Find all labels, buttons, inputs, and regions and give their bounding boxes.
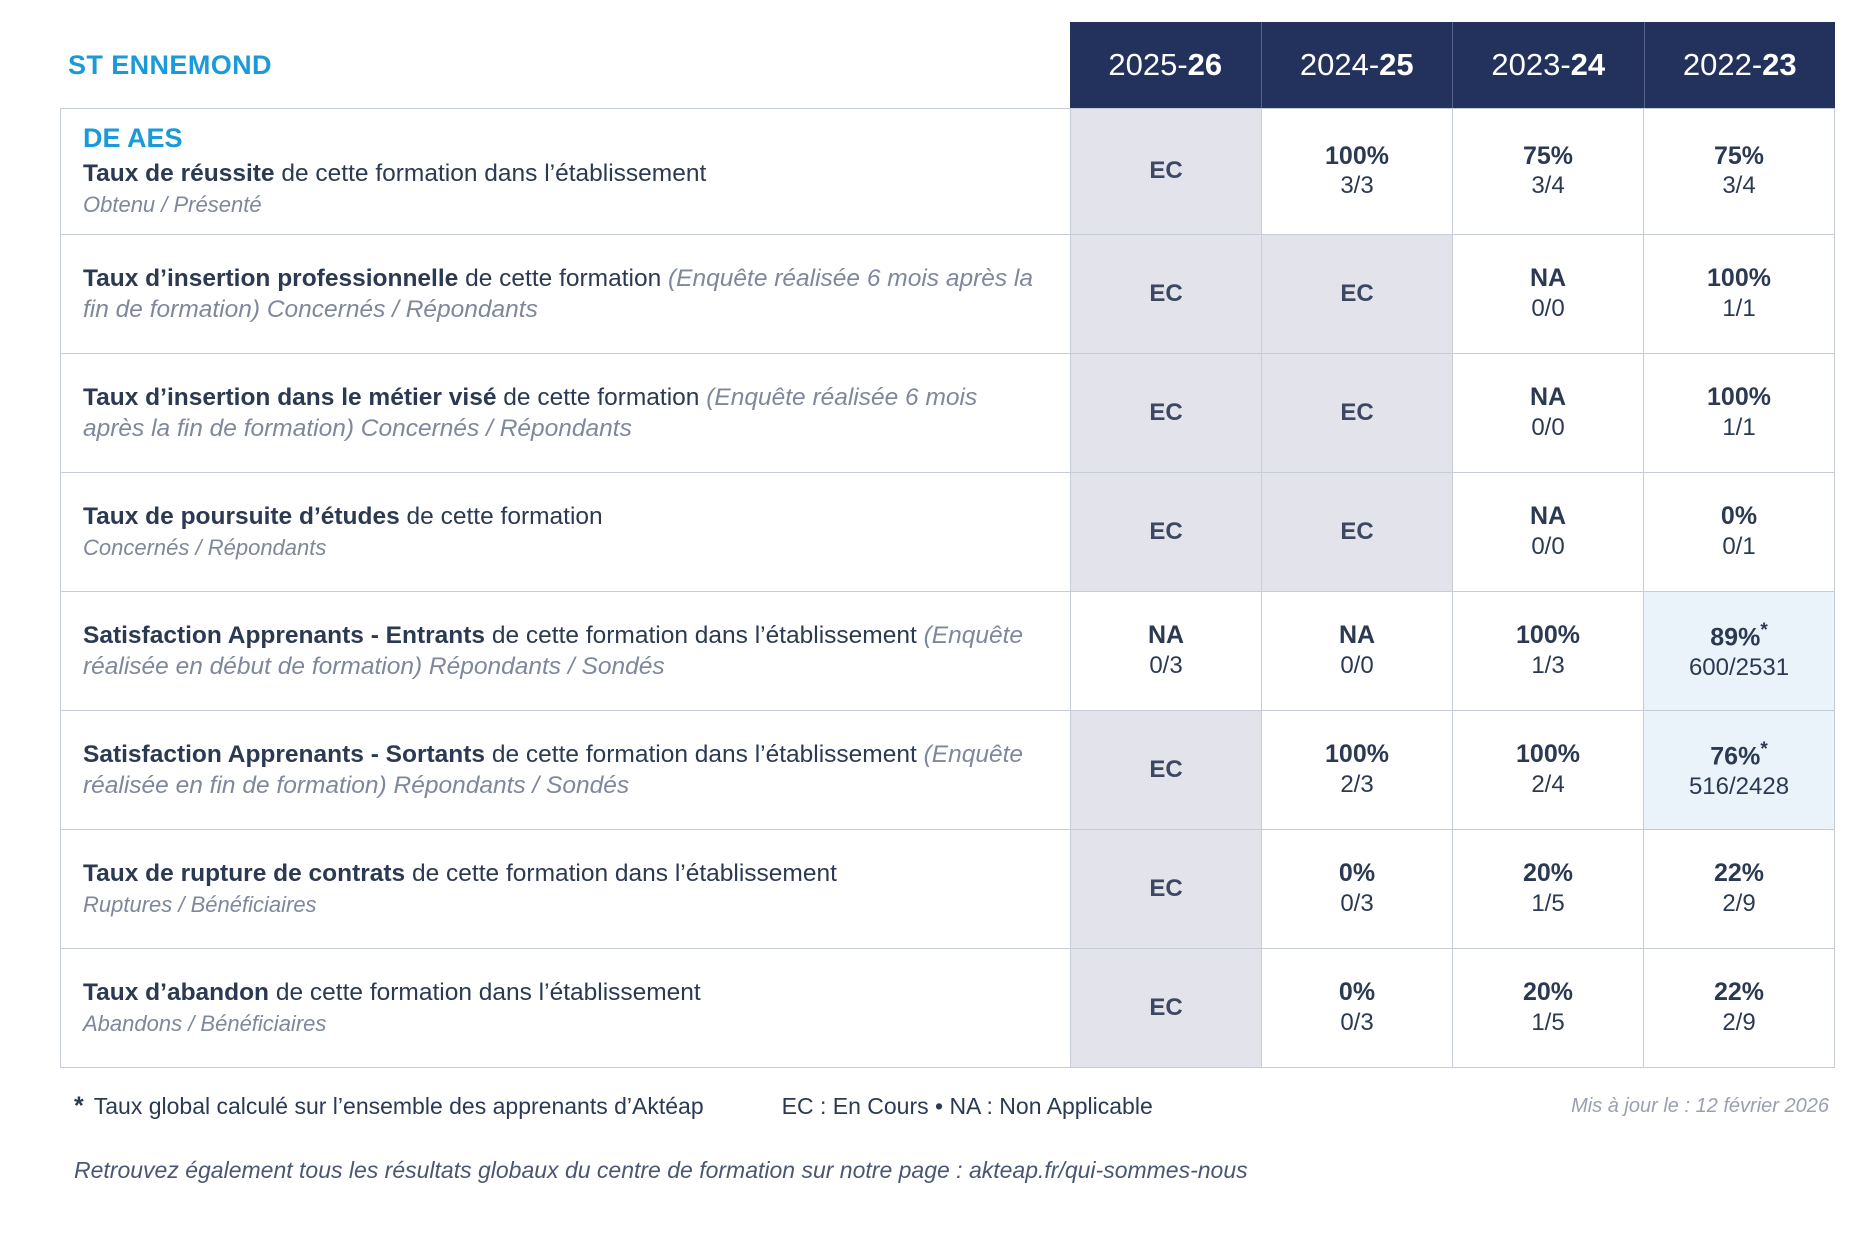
value-number: 76% xyxy=(1710,741,1761,770)
value-main: 0% xyxy=(1720,502,1758,531)
row-label-rest: de cette formation xyxy=(399,502,603,530)
value-cell-2025-26 xyxy=(1071,354,1262,472)
table-row xyxy=(61,948,1834,1067)
table-row xyxy=(61,829,1834,948)
row-label-bold: Taux de rupture de contrats xyxy=(83,859,406,887)
value-main: EC xyxy=(1149,874,1183,902)
value-main: EC xyxy=(1149,279,1183,307)
row-label-rest: de cette formation xyxy=(458,264,669,292)
value-sub: 0/0 xyxy=(1531,413,1565,441)
row-label-cell xyxy=(61,592,1071,710)
table-row xyxy=(61,472,1834,591)
formation-name: DE AES xyxy=(83,123,183,153)
value-number: 89% xyxy=(1710,622,1761,651)
value-sub: 0/3 xyxy=(1340,1008,1374,1036)
value-main: EC xyxy=(1149,398,1183,426)
value-main: EC xyxy=(1149,755,1183,783)
year-suffix: 24 xyxy=(1570,47,1606,82)
value-cell-2023-24 xyxy=(1453,235,1644,353)
value-main: NA xyxy=(1529,383,1567,412)
value-main xyxy=(1710,739,1767,771)
value-cell-2022-23 xyxy=(1644,592,1834,710)
value-sub: 0/0 xyxy=(1531,532,1565,560)
global-rate-asterisk: * xyxy=(1760,738,1768,760)
value-sub: 1/3 xyxy=(1531,651,1565,679)
year-header-2022-23 xyxy=(1645,22,1836,108)
value-main: NA xyxy=(1529,502,1567,531)
row-label-cell xyxy=(61,949,1071,1067)
year-suffix: 25 xyxy=(1379,47,1414,82)
row-label-sub: Concernés / Répondants xyxy=(83,535,327,561)
value-cell-2023-24 xyxy=(1453,473,1644,591)
row-label xyxy=(83,158,1044,189)
value-sub: 3/4 xyxy=(1722,172,1756,200)
value-cell-2025-26 xyxy=(1071,949,1262,1067)
value-main: 75% xyxy=(1522,141,1574,170)
value-main: 100% xyxy=(1325,141,1389,170)
value-main: 20% xyxy=(1522,859,1574,888)
row-label-detail: (Enquête réalisée en début de formation) Répondants / Sondés xyxy=(83,621,1023,680)
value-cell-2025-26 xyxy=(1071,473,1262,591)
value-sub: 2/3 xyxy=(1340,770,1374,798)
value-cell-2024-25 xyxy=(1262,354,1453,472)
row-label-rest: de cette formation dans l’établissement xyxy=(485,740,924,768)
row-label-cell xyxy=(61,109,1071,234)
value-sub: 2/9 xyxy=(1722,889,1756,917)
value-sub: 0/3 xyxy=(1340,889,1374,917)
value-cell-2024-25 xyxy=(1262,949,1453,1067)
value-main: 100% xyxy=(1516,621,1580,650)
value-cell-2025-26 xyxy=(1071,592,1262,710)
value-main: NA xyxy=(1338,621,1376,650)
value-main: 0% xyxy=(1338,978,1376,1007)
footnote-asterisk: * xyxy=(74,1091,84,1120)
row-label-sub: Obtenu / Présenté xyxy=(83,192,262,218)
year-header-2025-26 xyxy=(1070,22,1262,108)
row-label-rest: de cette formation xyxy=(496,383,707,411)
value-main: EC xyxy=(1340,517,1374,545)
value-cell-2023-24 xyxy=(1453,592,1644,710)
value-cell-2022-23 xyxy=(1644,354,1834,472)
value-cell-2022-23 xyxy=(1644,949,1834,1067)
value-cell-2025-26 xyxy=(1071,830,1262,948)
value-cell-2023-24 xyxy=(1453,354,1644,472)
value-main: 22% xyxy=(1713,978,1765,1007)
row-label-sub: Ruptures / Bénéficiaires xyxy=(83,892,317,918)
value-cell-2025-26 xyxy=(1071,711,1262,829)
row-label xyxy=(83,620,1044,683)
value-main: EC xyxy=(1149,157,1183,185)
year-prefix: 2024- xyxy=(1299,47,1380,82)
header-row xyxy=(60,22,1835,108)
row-label-sub: Abandons / Bénéficiaires xyxy=(83,1011,327,1037)
value-sub: 600/2531 xyxy=(1688,653,1790,681)
row-label-bold: Taux d’insertion dans le métier visé xyxy=(83,383,497,411)
value-cell-2024-25 xyxy=(1262,109,1453,234)
value-cell-2023-24 xyxy=(1453,830,1644,948)
row-label xyxy=(83,858,1044,889)
year-suffix: 26 xyxy=(1187,47,1223,82)
value-cell-2022-23 xyxy=(1644,473,1834,591)
row-label-cell xyxy=(61,830,1071,948)
footnote-row xyxy=(60,1068,1835,1121)
value-sub: 0/0 xyxy=(1531,294,1565,322)
row-label xyxy=(83,382,1044,445)
value-cell-2023-24 xyxy=(1453,109,1644,234)
value-cell-2022-23 xyxy=(1644,711,1834,829)
row-label-bold: Satisfaction Apprenants - Entrants xyxy=(83,621,486,649)
table-row xyxy=(61,353,1834,472)
global-rate-asterisk: * xyxy=(1760,619,1768,641)
year-header-2023-24 xyxy=(1453,22,1645,108)
value-main: 22% xyxy=(1713,859,1765,888)
table-row xyxy=(61,591,1834,710)
value-main: 20% xyxy=(1522,978,1574,1007)
row-label xyxy=(83,501,1044,532)
table-row xyxy=(61,710,1834,829)
last-updated: Mis à jour le : 12 février 2026 xyxy=(1571,1094,1829,1117)
value-cell-2023-24 xyxy=(1453,711,1644,829)
year-prefix: 2022- xyxy=(1682,47,1763,82)
value-sub: 0/1 xyxy=(1722,532,1756,560)
row-label xyxy=(83,977,1044,1008)
value-sub: 1/1 xyxy=(1722,413,1756,441)
value-sub: 3/3 xyxy=(1340,172,1374,200)
value-main: 100% xyxy=(1516,740,1580,769)
row-label-detail: (Enquête réalisée 6 mois après la fin de formation) Concernés / Répondants xyxy=(83,264,1033,323)
value-main: EC xyxy=(1149,993,1183,1021)
row-label-bold: Taux de réussite xyxy=(83,160,275,187)
global-results-note: Retrouvez également tous les résultats globaux du centre de formation sur notre page : akteap.fr/qui-sommes-nous xyxy=(74,1156,1248,1183)
value-cell-2024-25 xyxy=(1262,830,1453,948)
value-sub: 2/9 xyxy=(1722,1008,1756,1036)
legend-text: EC : En Cours • NA : Non Applicable xyxy=(781,1092,1153,1119)
row-label xyxy=(83,739,1044,802)
value-main: NA xyxy=(1529,264,1567,293)
value-cell-2024-25 xyxy=(1262,473,1453,591)
row-label-detail: (Enquête réalisée en fin de formation) Répondants / Sondés xyxy=(83,740,1023,799)
value-sub: 0/3 xyxy=(1149,651,1183,679)
value-main: 100% xyxy=(1707,383,1771,412)
value-cell-2024-25 xyxy=(1262,592,1453,710)
value-main: EC xyxy=(1149,517,1183,545)
footnote-text: Taux global calculé sur l’ensemble des apprenants d’Aktéap xyxy=(93,1092,704,1119)
value-cell-2025-26 xyxy=(1071,109,1262,234)
value-main: NA xyxy=(1147,621,1185,650)
row-label-rest: de cette formation dans l’établissement xyxy=(405,859,837,887)
value-main xyxy=(1710,620,1767,652)
row-label-cell xyxy=(61,354,1071,472)
year-prefix: 2025- xyxy=(1108,47,1188,82)
row-label-cell xyxy=(61,473,1071,591)
value-sub: 516/2428 xyxy=(1688,772,1790,800)
value-sub: 2/4 xyxy=(1531,770,1565,798)
row-label-cell xyxy=(61,235,1071,353)
value-cell-2022-23 xyxy=(1644,830,1834,948)
establishment-name: ST ENNEMOND xyxy=(68,49,272,80)
value-sub: 3/4 xyxy=(1531,172,1565,200)
value-main: EC xyxy=(1340,279,1374,307)
value-cell-2025-26 xyxy=(1071,235,1262,353)
value-cell-2024-25 xyxy=(1262,711,1453,829)
row-label-bold: Taux d’insertion professionnelle xyxy=(83,264,459,292)
value-main: 100% xyxy=(1707,264,1771,293)
row-label-detail: (Enquête réalisée 6 mois après la fin de formation) Concernés / Répondants xyxy=(83,383,978,442)
value-sub: 0/0 xyxy=(1340,651,1374,679)
row-label-bold: Taux de poursuite d’études xyxy=(83,502,400,530)
value-sub: 1/1 xyxy=(1722,294,1756,322)
value-sub: 1/5 xyxy=(1531,889,1565,917)
table-row xyxy=(61,108,1834,234)
value-main: 75% xyxy=(1713,141,1765,170)
row-label-rest: de cette formation dans l’établissement xyxy=(274,160,707,187)
value-cell-2024-25 xyxy=(1262,235,1453,353)
table-row xyxy=(61,234,1834,353)
value-sub: 1/5 xyxy=(1531,1008,1565,1036)
row-label-bold: Satisfaction Apprenants - Sortants xyxy=(83,740,486,768)
value-main: 100% xyxy=(1325,740,1389,769)
year-suffix: 23 xyxy=(1762,47,1797,82)
row-label-cell xyxy=(61,711,1071,829)
value-cell-2023-24 xyxy=(1453,949,1644,1067)
row-label-bold: Taux d’abandon xyxy=(83,978,270,1006)
year-header-2024-25 xyxy=(1262,22,1454,108)
value-main: EC xyxy=(1340,398,1374,426)
value-cell-2022-23 xyxy=(1644,235,1834,353)
year-prefix: 2023- xyxy=(1491,47,1571,82)
row-label xyxy=(83,263,1044,326)
row-label-rest: de cette formation dans l’établissement xyxy=(269,978,701,1006)
indicators-table xyxy=(60,108,1835,1068)
value-cell-2022-23 xyxy=(1644,109,1834,234)
value-main: 0% xyxy=(1338,859,1376,888)
row-label-rest: de cette formation dans l’établissement xyxy=(485,621,924,649)
